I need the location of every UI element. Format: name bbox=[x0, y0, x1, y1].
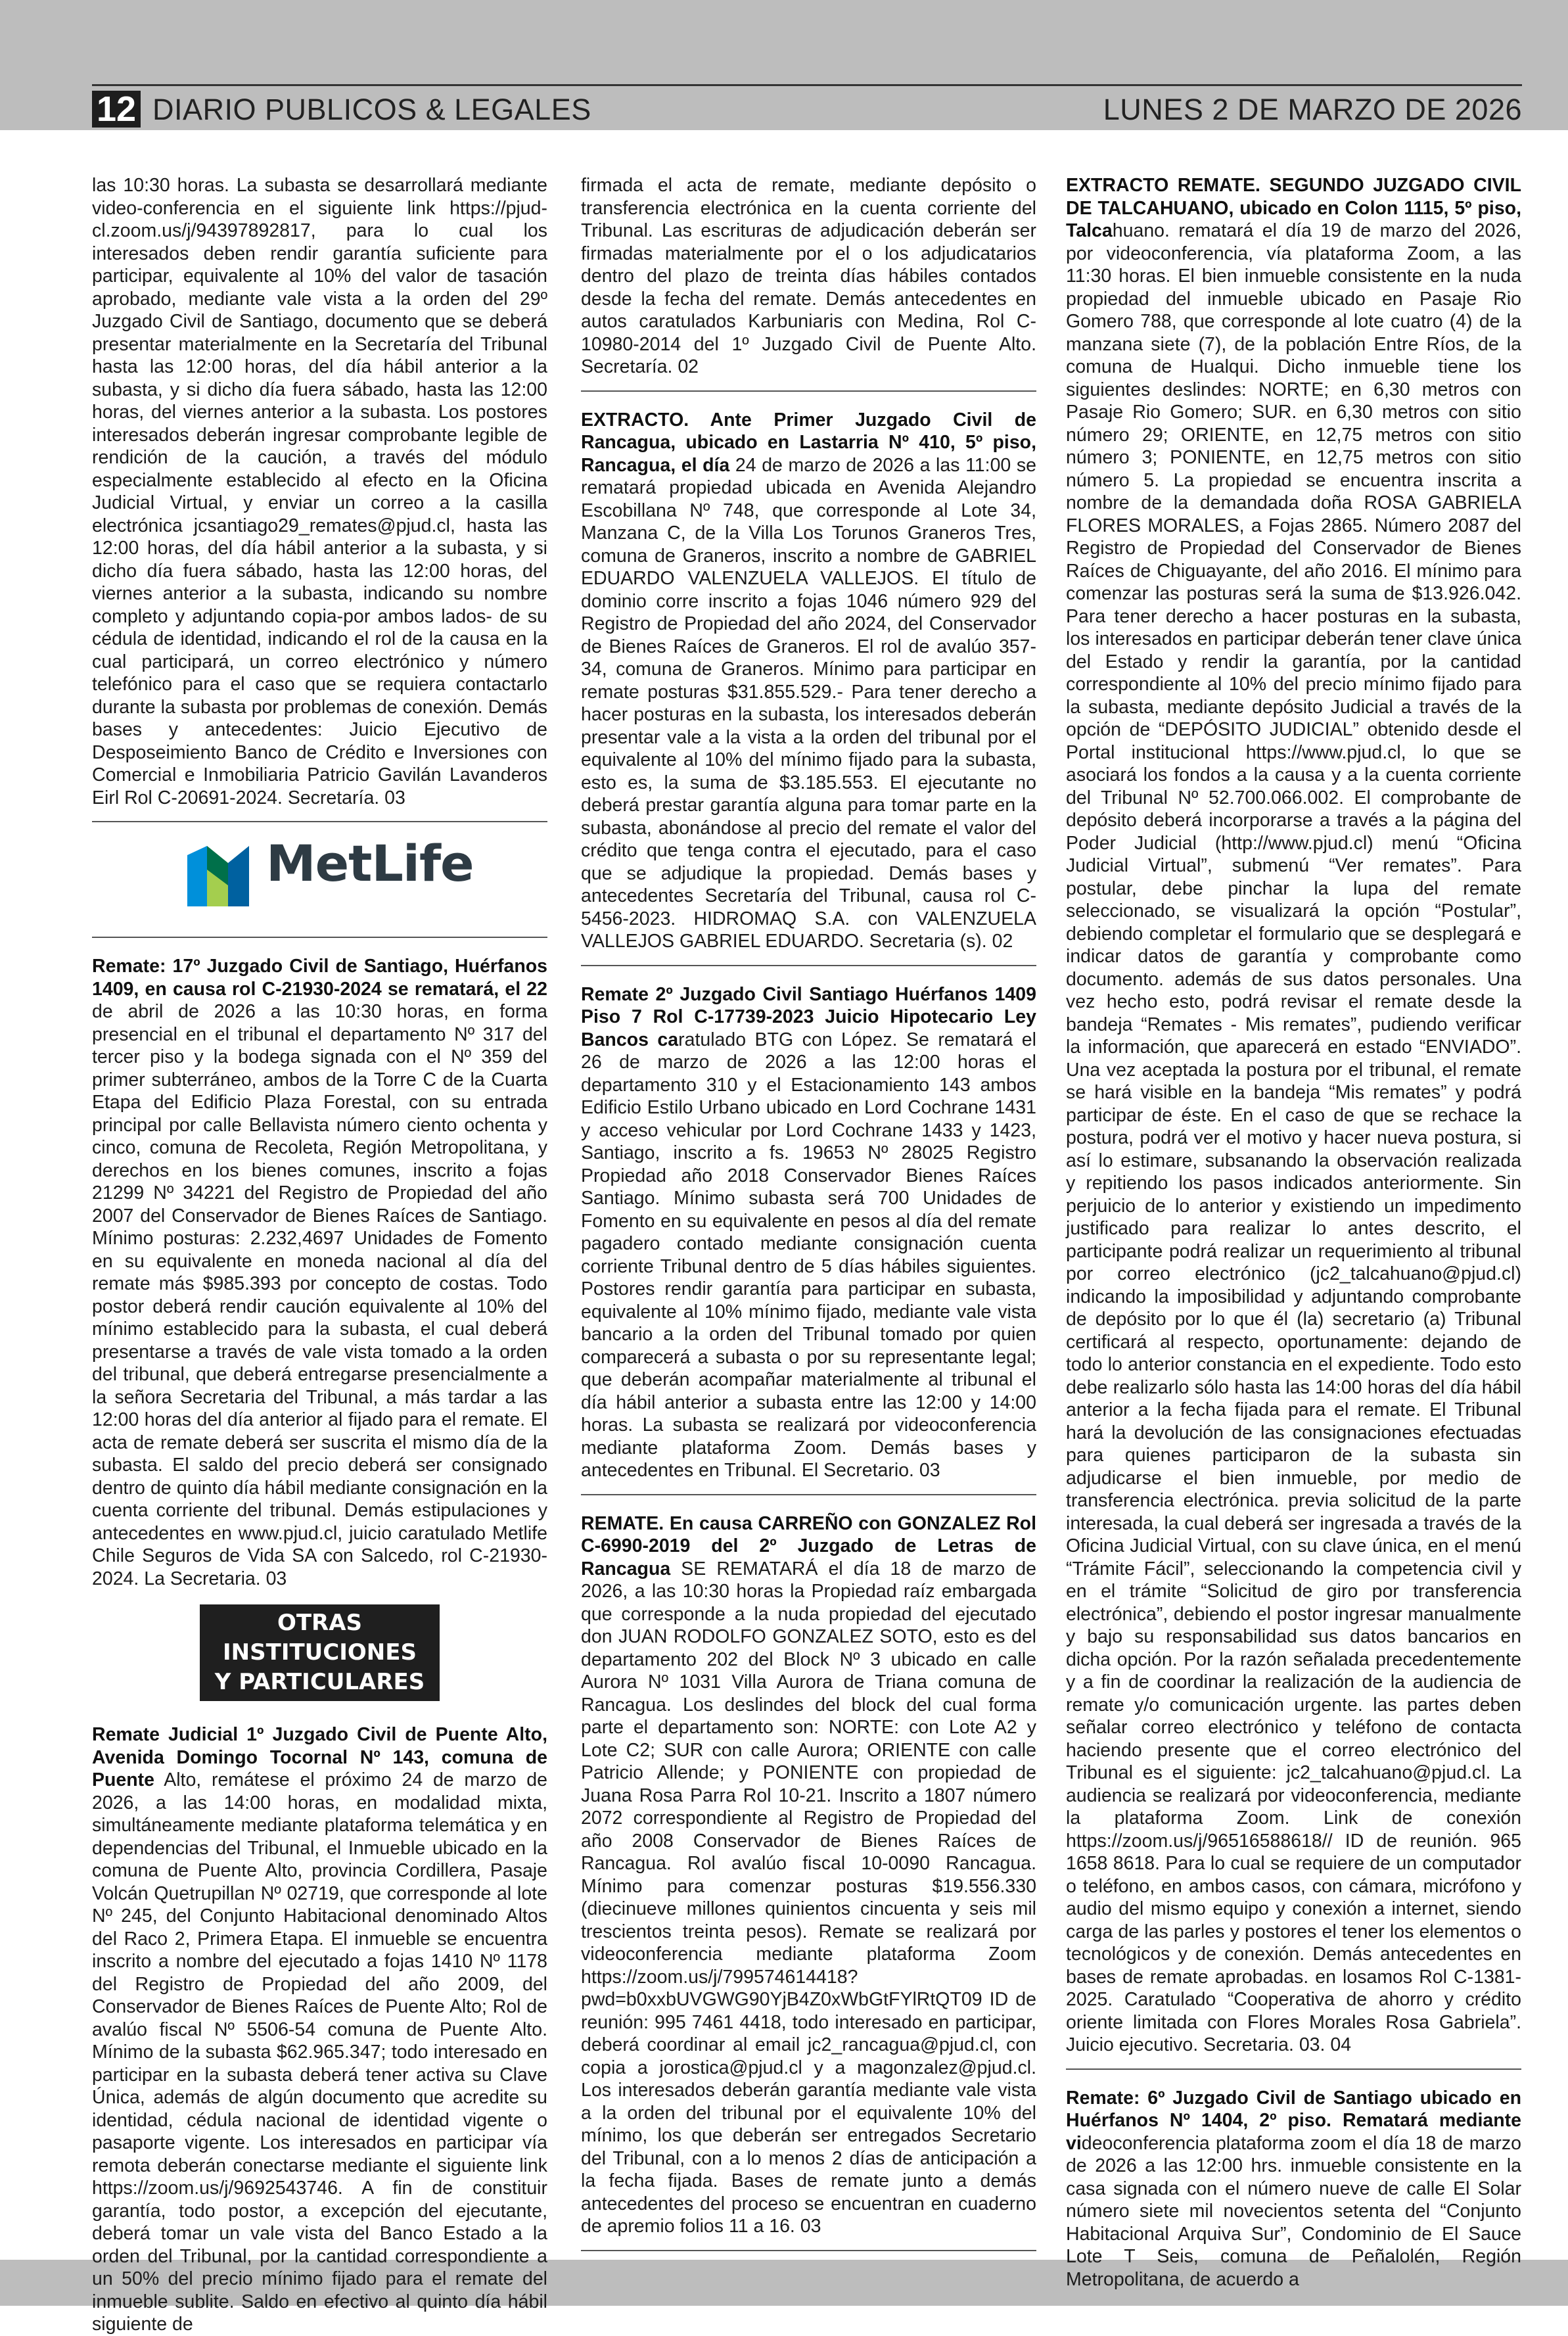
divider bbox=[581, 1494, 1036, 1495]
notice-heading: Remate: 6º Juzgado Civil de Santiago ubicado en Huérfanos Nº 1404, 2º piso. Rematará mediante vi bbox=[1066, 2087, 1521, 2154]
notice bbox=[1066, 2087, 1521, 2291]
notice bbox=[581, 1512, 1036, 2238]
divider bbox=[92, 937, 547, 938]
notice-body: Alto, remátese el próximo 24 de marzo de 2026, a las 14:00 horas, en modalidad mixta, simultáneamente mediante plataforma telemática y en dependencias del Tribunal, el Inmueble ubicado en la comuna de Puente Alto, provincia Cordillera, Pasaje Volcán Quetrupillan Nº 02719, que corresponde al lote Nº 245, del Conjunto Habitacional denominado Altos del Raco 2, Primera Etapa. El inmueble se encuentra inscrito a nombre del ejecutado a fojas 1410 Nº 1178 del Registro de Propiedad del año 2009, del Conservador de Bienes Raíces de Puente Alto; Rol de avalúo fiscal Nº 5506-54 comuna de Puente Alto. Mínimo de la subasta $62.965.347; todo interesado en participar en la subasta deberá tener activa su Clave Única, además de algún documento que acredite su identidad, cédula nacional de identidad vigente o pasaporte vigente. Los interesados en participar vía remota deberán conectarse mediante el siguiente link https://zoom.us/j/9692543746. A fin de constituir garantía, todo postor, a excepción del ejecutante, deberá tomar un vale vista del Banco Estado a la orden del Tribunal, por la cantidad correspondiente a un 50% del precio mínimo fijado para el remate del inmueble sublite. Saldo en efectivo al quinto día hábil siguiente de bbox=[92, 1769, 547, 2335]
column-3 bbox=[1066, 174, 1521, 2291]
publication-name: DIARIO PUBLICOS & LEGALES bbox=[152, 93, 591, 126]
metlife-wordmark: MetLife bbox=[266, 834, 474, 893]
divider bbox=[1066, 2068, 1521, 2070]
section-heading-line: Y PARTICULARES bbox=[214, 1669, 425, 1695]
notice-body: 24 de marzo de 2026 a las 11:00 se rematará propiedad ubicada en Avenida Alejandro Escobillana Nº 748, que corresponde al Lote 34, Manzana C, de la Villa Los Torunos Graneros Tres, comuna de Graneros, inscrito a nombre de GABRIEL EDUARDO VALENZUELA VALLEJOS. El título de dominio corre inscrito a fojas 1046 número 929 del Registro de Propiedad del año 2024, del Conservador de Bienes Raíces de Graneros. El rol de avalúo 357- 34, comuna de Graneros. Mínimo para participar en remate posturas $31.855.529.- Para tener derecho a hacer posturas en la subasta, los interesados deberán presentar vale a la vista a la orden del tribunal por el equivalente al 10% del mínimo fijado para la subasta, esto es, la suma de $3.185.553. El ejecutante no deberá prestar garantía alguna para tomar parte en la subasta, abonándose al precio del remate el valor del crédito que tenga contra el ejecutado, para el caso que se adjudique la propiedad. Demás bases y antecedentes Secretaría del Tribunal, causa rol C-5456-2023. HIDROMAQ S.A. con VALENZUELA VALLEJOS GABRIEL EDUARDO. Secretaria (s). 02 bbox=[581, 454, 1036, 952]
column-1 bbox=[92, 174, 547, 2336]
notice-heading: REMATE. En causa CARREÑO con GONZALEZ Rol C-6990-2019 del 2º Juzgado de Letras de Rancagua bbox=[581, 1512, 1036, 1579]
publication-date: LUNES 2 DE MARZO DE 2026 bbox=[1103, 93, 1522, 126]
divider bbox=[581, 965, 1036, 966]
section-heading bbox=[200, 1604, 440, 1701]
notice-body: SE REMATARÁ el día 18 de marzo de 2026, a las 10:30 horas la Propiedad raíz embargada que corresponde a la nuda propiedad del ejecutado don JUAN RODOLFO GONZALEZ SOTO, esto es del departamento 202 del Block Nº 3 ubicado en calle Aurora Nº 1031 Villa Aurora de Triana comuna de Rancagua. Los deslindes del block del cual forma parte el departamento son: NORTE: con Lote A2 y Lote C2; SUR con calle Aurora; ORIENTE con calle Patricio Allende; y PONIENTE con propiedad de Juana Rosa Parra Rol 10-21. Inscrito a 1807 número 2072 correspondiente al Registro de Propiedad del año 2008 Conservador de Bienes Raíces de Rancagua. Rol avalúo fiscal 10-0090 Rancagua. Mínimo para comenzar posturas $19.556.330 (diecinueve millones quinientos cincuenta y seis mil trescientos treinta pesos). Remate se realizará por videoconferencia mediante plataforma Zoom https://zoom.us/j/799574614418?pwd=b0xxbUVGWG90YjB4Z0xWbGtFYlRtQT09 ID de reunión: 995 7461 4418, todo interesado en participar, deberá coordinar al email jc2_rancagua@pjud.cl, con copia a jorostica@pjud.cl y a magonzalez@pjud.cl. Los interesados deberán garantía mediante vale vista a la orden del tribunal por el equivalente 10% del mínimo, los que deberán ser entregados Secretario del Tribunal, con a lo menos 2 días de anticipación a la fecha fijada. Bases de remate junto a demás antecedentes del proceso se encuentran en cuaderno de apremio folios 11 a 16. 03 bbox=[581, 1558, 1036, 2237]
page-number: 12 bbox=[92, 91, 141, 128]
notice-heading: Remate 2º Juzgado Civil Santiago Huérfanos 1409 Piso 7 Rol C-17739-2023 Juicio Hipotecario Ley Bancos ca bbox=[581, 983, 1036, 1050]
notice-continued: las 10:30 horas. La subasta se desarrollará mediante video-conferencia en el siguiente link https://pjud-cl.zoom.us/j/94397892817, para lo cual los interesados deben rendir garantía suficiente para participar, equivalente al 10% del valor de tasación aprobado, mediante vale vista a la orden del 29º Juzgado Civil de Santiago, documento que se deberá presentar materialmente en la Secretaría del Tribunal hasta las 12:00 horas, del día hábil anterior a la subasta, y si dicho día fuera sábado, hasta las 12:00 horas, del viernes anterior a la subasta. Los postores interesados deberán ingresar comprobante legible de rendición de la caución, a través del módulo especialmente establecido al efecto en la Oficina Judicial Virtual, y enviar un correo a la casilla electrónica jcsantiago29_remates@pjud.cl, hasta las 12:00 horas, del día hábil anterior a la subasta, y si dicho día fuera sábado, hasta las 12:00 horas, del viernes anterior a la subasta, indicando su nombre completo y adjuntando copia-por ambos lados- de su cédula de identidad, indicando el rol de la causa en la cual participará, un correo electrónico y número telefónico para el caso que se requiera contactarlo durante la subasta por problemas de conexión. Demás bases y antecedentes: Juicio Ejecutivo de Desposeimiento Banco de Crédito e Inversiones con Comercial e Inmobiliaria Patricio Gavilán Lavanderos Eirl Rol C-20691-2024. Secretaría. 03 bbox=[92, 175, 547, 808]
notice-body: ratulado BTG con López. Se rematará el 26 de marzo de 2026 a las 12:00 horas el departamento 310 y el Estacionamiento 143 ambos Edificio Estilo Urbano ubicado en Lord Cochrane 1431 y acceso vehicular por Lord Cochrane 1433 y 1423, Santiago, inscrito a fs. 19653 Nº 28025 Registro Propiedad año 2018 Conservador Bienes Raíces Santiago. Mínimo subasta será 700 Unidades de Fomento en su equivalente en pesos al día del remate pagadero contado mediante consignación cuenta corriente Tribunal dentro de 5 días hábiles siguientes. Postores rendir garantía para participar en subasta, equivalente al 10% mínimo fijado, mediante vale vista bancario a la orden del Tribunal tomado por quien comparecerá a subasta o por su representante legal; que deberán acompañar materialmente al tribunal el día hábil anterior a subasta entre las 12:00 y 14:00 horas. La subasta se realizará por videoconferencia mediante plataforma Zoom. Demás bases y antecedentes en Tribunal. El Secretario. 03 bbox=[581, 1029, 1036, 1481]
notice-body: huano. rematará el día 19 de marzo del 2026, por videoconferencia, vía plataforma Zoom, a las 11:30 horas. El bien inmueble consistente en la nuda propiedad del inmueble ubicado en Pasaje Rio Gomero 788, que corresponde al lote cuatro (4) de la manzana siete (7), de la población Entre Ríos, de la comuna de Hualqui. Dicho inmueble tiene los siguientes deslindes: NORTE; en 6,30 metros con Pasaje Rio Gomero; SUR. en 6,30 metros con sitio número 29; ORIENTE, en 12,75 metros con sitio número 3; PONIENTE, en 12,75 metros con sitio número 5. La propiedad se encuentra inscrita a nombre de la demandada doña ROSA GABRIELA FLORES MORALES, a Fojas 2865. Número 2087 del Registro de Propiedad del Conservador de Bienes Raíces de Chiguayante, del año 2016. El mínimo para comenzar las posturas será la suma de $13.926.042. Para tener derecho a hacer posturas en la subasta, los interesados en participar deberán tener clave única del Estado y rendir la garantía, por la cantidad correspondiente al 10% del precio mínimo fijado para la subasta, mediante depósito Judicial a través de la opción de “DEPÓSITO JUDICIAL” obtenido desde el Portal institucional https://www.pjud.cl, lo que se asociará los fondos a la causa y a la cuenta corriente del Tribunal Nº 52.700.066.002. El comprobante de depósito deberá incorporarse a través a la página del Poder Judicial (http://www.pjud.cl) menú “Oficina Judicial Virtual”, submenú “Ver remates”. Para postular, debe pinchar la lupa del remate seleccionado, se visualizará la opción “Postular”, debiendo completar el formulario que se desplegará e indicar datos de garantía y comprobante como documento. además de sus datos personales. Una vez hecho esto, podrá revisar el remate desde la bandeja “Remates - Mis remates”, pudiendo verificar la información, que aparecerá en estado “ENVIADO”. Una vez aceptada la postura por el tribunal, el remate se hará visible en la bandeja “Mis remates” y podrá participar de éste. En el caso de que se rechace la postura, podrá ver el motivo y hacer nueva postura, si así lo estimare, subsanando la observación realizada y repitiendo los pasos indicados anteriormente. Sin perjuicio de lo anterior y existiendo un impedimento justificado para realizar lo antes descrito, el participante podrá realizar un requerimiento al tribunal por correo electrónico (jc2_talcahuano@pjud.cl) indicando la imposibilidad y adjuntando comprobante de depósito por lo que él (la) secretario (a) Tribunal certificará al respecto, oportunamente: dejando de todo lo anterior constancia en el expediente. Todo esto debe realizarlo sólo hasta las 14:00 horas del día hábil anterior a la fecha fijada para el remate. El Tribunal hará la devolución de las consignaciones efectuadas para quienes participaron de la subasta sin adjudicarse el bien inmueble, por medio de transferencia electrónica. previa solicitud de la parte interesada, la cual deberá ser ingresada a través de la Oficina Judicial Virtual, con su clave única, en el menú “Trámite Fácil”, seleccionando la competencia civil y en el trámite “Solicitud de giro por transferencia electrónica”, debiendo el postor ingresar manualmente y bajo su responsabilidad sus datos bancarios en dicha opción. Por la razón señalada precedentemente y a fin de coordinar la realización de la audiencia de remate y/o comunicación urgente. las partes deben señalar correo electrónico y teléfono de contacta haciendo presente que el correo electrónico del Tribunal es el siguiente: jc2_talcahuano@pjud.cl. La audiencia se realizará por videoconferencia, mediante la plataforma Zoom. Link de conexión https://zoom.us/j/96516588618// ID de reunión. 965 1658 8618. Para lo cual se requiere de un computador o teléfono, en ambos casos, con cámara, micrófono y audio del mismo equipo y conexión a internet, siendo carga de las parles y postores el tener los elementos o tecnológicos y de conexión. Demás antecedentes en bases de remate aprobadas. en losamos Rol C-1381-2025. Caratulado “Cooperativa de ahorro y crédito oriente limitada con Flores Morales Rosa Gabriela”. Juicio ejecutivo. Secretaria. 03. 04 bbox=[1066, 220, 1521, 2055]
notice bbox=[1066, 174, 1521, 2057]
notice-body: deoconferencia plataforma zoom el día 18 de marzo de 2026 a las 12:00 hrs. inmueble consistente en la casa signada con el número nueve de calle El Solar número siete mil novecientos setenta del “Conjunto Habitacional Arquiva Sur”, Condominio de El Sauce Lote T Seis, comuna de Peñalolén, Región Metropolitana, de acuerdo a bbox=[1066, 2132, 1521, 2290]
section-heading-line: OTRAS INSTITUCIONES bbox=[223, 1610, 417, 1666]
notice-heading: EXTRACTO. Ante Primer Juzgado Civil de Rancagua, ubicado en Lastarria Nº 410, 5º piso, Rancagua, el día bbox=[581, 409, 1036, 476]
masthead bbox=[92, 84, 1522, 127]
divider bbox=[581, 2250, 1036, 2251]
notice-heading: EXTRACTO REMATE. SEGUNDO JUZGADO CIVIL DE TALCAHUANO, ubicado en Colon 1115, 5º piso, Talca bbox=[1066, 175, 1521, 241]
notice bbox=[92, 955, 547, 1590]
notice-heading: Remate Judicial 1º Juzgado Civil de Puente Alto, Avenida Domingo Tocornal Nº 143, comuna de Puente bbox=[92, 1724, 547, 1790]
notice-continued: firmada el acta de remate, mediante depósito o transferencia electrónica en la cuenta corriente del Tribunal. Las escrituras de adjudicación deberán ser firmadas materialmente por el o los adjudicatarios dentro del plazo de treinta días hábiles contados desde la fecha del remate. Demás antecedentes en autos caratulados Karbuniaris con Medina, Rol C-10980-2014 del 1º Juzgado Civil de Puente Alto. Secretaría. 02 bbox=[581, 175, 1036, 377]
notice bbox=[92, 1723, 547, 2336]
column-2 bbox=[581, 174, 1036, 2268]
notice-heading: Remate: 17º Juzgado Civil de Santiago, Huérfanos 1409, en causa rol C-21930-2024 se rematará, el 22 bbox=[92, 956, 547, 1000]
divider bbox=[581, 390, 1036, 392]
divider bbox=[92, 821, 547, 822]
metlife-logo-icon bbox=[187, 843, 260, 909]
notice bbox=[581, 983, 1036, 1482]
notice bbox=[581, 409, 1036, 953]
notice-body: de abril de 2026 a las 10:30 horas, en forma presencial en el tribunal el departamento Nº 317 del tercer piso y la bodega signada con el Nº 359 del primer subterráneo, ambos de la Torre C de la Cuarta Etapa del Edificio Plaza Forestal, con su entrada principal por calle Bellavista número ciento ochenta y cinco, comuna de Recoleta, Región Metropolitana, y derechos en los bienes comunes, inscrito a fojas 21299 Nº 34221 del Registro de Propiedad del año 2007 del Conservador de Bienes Raíces de Santiago. Mínimo posturas: 2.232,4697 Unidades de Fomento en su equivalente en moneda nacional al día del remate más $985.393 por concepto de costas. Todo postor deberá rendir caución equivalente al 10% del mínimo establecido para la subasta, el cual deberá presentarse a través de vale vista tomado a la orden del tribunal, que deberá entregarse presencialmente a la señora Secretaria del Tribunal, a más tardar a las 12:00 horas del día anterior al fijado para el remate. El acta de remate deberá ser suscrita el mismo día de la subasta. El saldo del precio deberá ser consignado dentro de quinto día hábil mediante consignación en la cuenta corriente del tribunal. Demás estipulaciones y antecedentes en www.pjud.cl, juicio caratulado Metlife Chile Seguros de Vida SA con Salcedo, rol C-21930-2024. La Secretaria. 03 bbox=[92, 1001, 547, 1589]
metlife-ad bbox=[92, 834, 547, 925]
